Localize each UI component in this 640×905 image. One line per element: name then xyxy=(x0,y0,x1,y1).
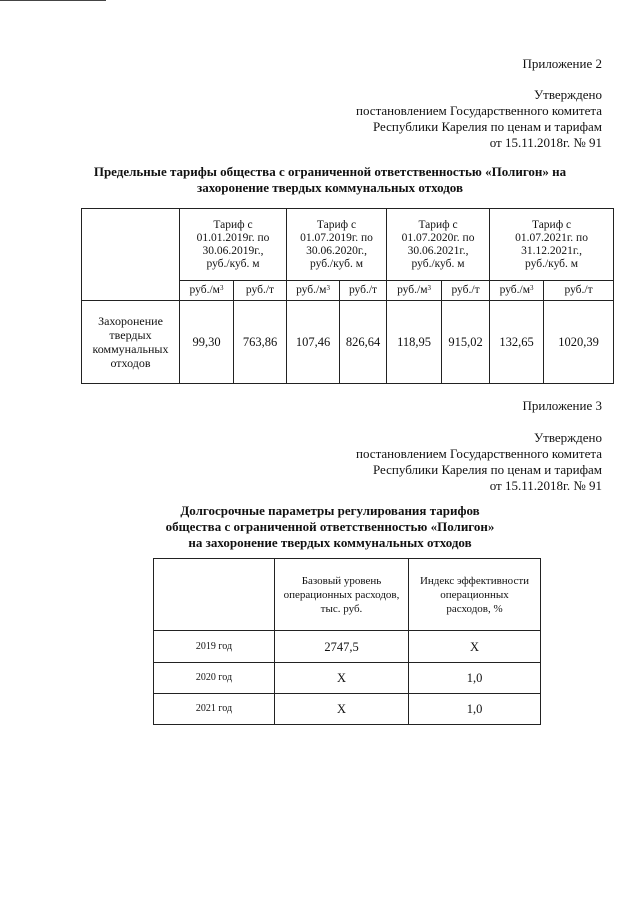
unit-m3-cell: $руб./м^3$ xyxy=(287,281,340,301)
tariff-value: 1020,39 xyxy=(544,301,614,384)
unit-t-cell: руб./т xyxy=(544,281,614,301)
tariff-value: 915,02 xyxy=(442,301,490,384)
appendix-2-label: Приложение 2 xyxy=(522,56,602,71)
tariff-title-line-1: Предельные тарифы общества с ограниченной ответственностью «Полигон» на xyxy=(93,164,567,179)
base-cost-value: Х xyxy=(275,694,409,725)
unit-t-cell: руб./т xyxy=(340,281,387,301)
efficiency-index-value: 1,0 xyxy=(409,663,541,694)
period-header: Тариф с 01.07.2021г. по 31.12.2021г., руб./куб. м xyxy=(490,209,614,281)
tariff-value: 118,95 xyxy=(387,301,442,384)
period-header: Тариф с 01.07.2020г. по 30.06.2021г., руб./куб. м xyxy=(387,209,490,281)
base-cost-value: 2747,5 xyxy=(275,631,409,663)
unit-t-cell: руб./т xyxy=(234,281,287,301)
approval-line-1: Утверждено xyxy=(533,87,602,102)
approval-line-2: постановлением Государственного комитета xyxy=(356,103,602,118)
approval-line-4: от 15.11.2018г. № 91 xyxy=(489,135,602,150)
tariff-value: 107,46 xyxy=(287,301,340,384)
unit-m3-cell: $руб./м^3$ xyxy=(387,281,442,301)
tariff-title-line-2: захоронение твердых коммунальных отходов xyxy=(197,180,463,195)
unit-t-cell: руб./т xyxy=(442,281,490,301)
unit-m3-cell: $руб./м^3$ xyxy=(180,281,234,301)
params-title-line-2: общества с ограниченной ответственностью «Полигон» xyxy=(165,519,495,534)
approval-line-1: Утверждено xyxy=(533,430,602,445)
period-header: Тариф с 01.07.2019г. по 30.06.2020г., руб./куб. м xyxy=(287,209,387,281)
tariff-value: 99,30 xyxy=(180,301,234,384)
table-row xyxy=(154,694,541,725)
year-cell: 2019 год xyxy=(154,631,275,663)
params-table xyxy=(153,558,541,725)
period-header: Тариф с 01.01.2019г. по 30.06.2019г., руб./куб. м xyxy=(180,209,287,281)
efficiency-index-header: Индекс эффективности операционных расходов, % xyxy=(409,559,541,631)
tariff-value: 826,64 xyxy=(340,301,387,384)
efficiency-index-value: Х xyxy=(409,631,541,663)
unit-m3-cell: $руб./м^3$ xyxy=(490,281,544,301)
approval-line-2: постановлением Государственного комитета xyxy=(356,446,602,461)
empty-corner-cell xyxy=(82,209,180,301)
empty-corner-cell xyxy=(154,559,275,631)
params-title-line-1: Долгосрочные параметры регулирования тарифов xyxy=(180,503,480,518)
year-cell: 2020 год xyxy=(154,663,275,694)
params-title-line-3: на захоронение твердых коммунальных отходов xyxy=(188,535,472,550)
year-cell: 2021 год xyxy=(154,694,275,725)
tariff-value: 763,86 xyxy=(234,301,287,384)
row-label-cell: Захоронение твердых коммунальных отходов xyxy=(82,301,180,384)
table-row xyxy=(154,663,541,694)
approval-line-3: Республики Карелия по ценам и тарифам xyxy=(372,462,602,477)
base-cost-value: Х xyxy=(275,663,409,694)
tariff-table xyxy=(81,208,614,384)
base-cost-header: Базовый уровень операционных расходов, тыс. руб. xyxy=(275,559,409,631)
approval-line-4: от 15.11.2018г. № 91 xyxy=(489,478,602,493)
appendix-3-label: Приложение 3 xyxy=(522,398,602,413)
table-row xyxy=(154,631,541,663)
top-rule xyxy=(0,0,106,1)
tariff-value: 132,65 xyxy=(490,301,544,384)
approval-line-3: Республики Карелия по ценам и тарифам xyxy=(372,119,602,134)
efficiency-index-value: 1,0 xyxy=(409,694,541,725)
